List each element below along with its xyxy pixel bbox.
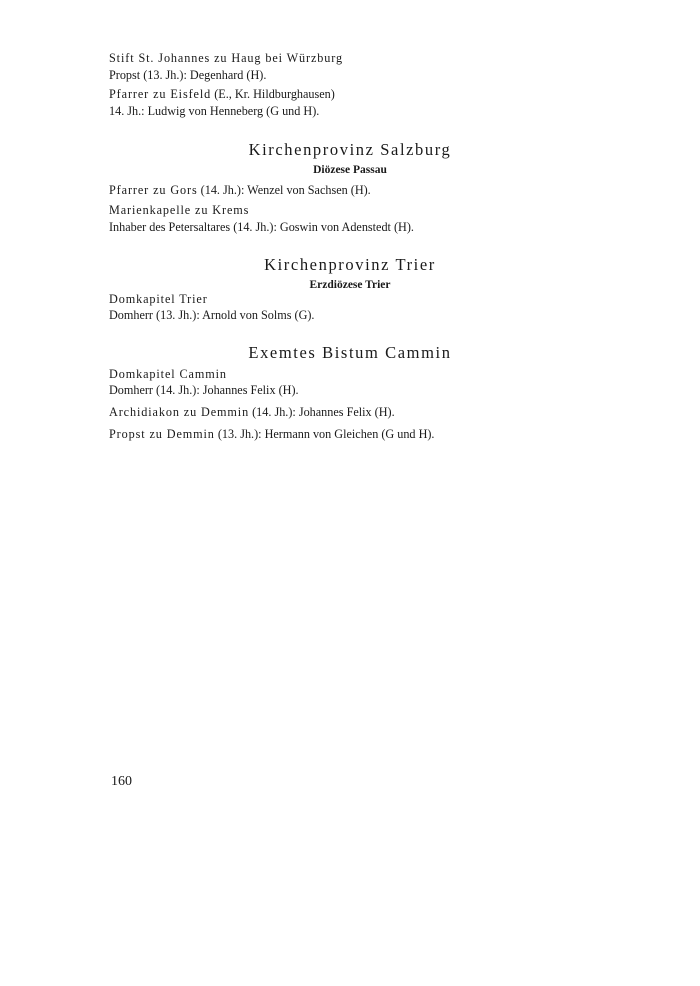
entry-heading: Domkapitel Trier bbox=[109, 292, 208, 306]
entry-heading-rest: (14. Jh.): Johannes Felix (H). bbox=[249, 405, 395, 419]
province-heading: Kirchenprovinz Salzburg bbox=[248, 140, 452, 159]
entry-heading: Pfarrer zu Eisfeld bbox=[109, 87, 212, 101]
entry-heading: Marienkapelle zu Krems bbox=[109, 203, 250, 217]
entry-heading: Stift St. Johannes zu Haug bei Würzburg bbox=[109, 51, 344, 65]
entry-line: 14. Jh.: Ludwig von Henneberg (G und H). bbox=[109, 104, 320, 118]
entry-heading: Pfarrer zu Gors bbox=[109, 183, 198, 197]
entry-heading: Propst zu Demmin bbox=[109, 427, 215, 441]
entry-heading-row bbox=[109, 426, 434, 442]
entry-heading-rest: (E., Kr. Hildburghausen) bbox=[211, 87, 335, 101]
entry-heading-row bbox=[109, 182, 371, 198]
entry-heading-row bbox=[109, 86, 335, 102]
entry-heading-rest: (13. Jh.): Hermann von Gleichen (G und H). bbox=[214, 427, 435, 441]
entry-line: Domherr (14. Jh.): Johannes Felix (H). bbox=[109, 383, 299, 397]
entry-line: Propst (13. Jh.): Degenhard (H). bbox=[109, 68, 267, 82]
entry-heading-rest: (14. Jh.): Wenzel von Sachsen (H). bbox=[197, 183, 371, 197]
entry-line: Inhaber des Petersaltares (14. Jh.): Goswin von Adenstedt (H). bbox=[109, 220, 414, 234]
page-number: 160 bbox=[111, 774, 132, 789]
entry-heading-row bbox=[109, 404, 395, 420]
province-heading: Exemtes Bistum Cammin bbox=[248, 343, 452, 362]
entry-line: Domherr (13. Jh.): Arnold von Solms (G). bbox=[109, 308, 315, 322]
diocese-heading: Erzdiözese Trier bbox=[309, 279, 391, 291]
diocese-heading: Diözese Passau bbox=[313, 164, 387, 176]
province-heading: Kirchenprovinz Trier bbox=[264, 255, 436, 274]
entry-heading: Domkapitel Cammin bbox=[109, 367, 227, 381]
entry-heading: Archidiakon zu Demmin bbox=[109, 405, 250, 419]
